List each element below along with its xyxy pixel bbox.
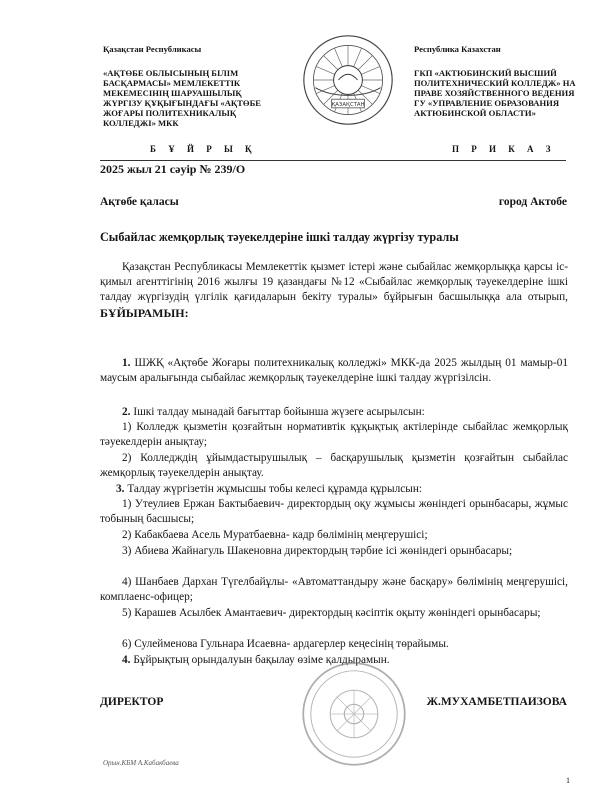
official-stamp-icon: [300, 660, 408, 768]
item-3-number: 3.: [116, 483, 125, 495]
item-2-text: Ішкі талдау мынадай бағыттар бойынша жүзеге асырылсын:: [133, 406, 425, 418]
order-number: 2025 жыл 21 сәуір № 239/О: [100, 162, 246, 176]
preamble-text: Қазақстан Республикасы Мемлекеттік қызмет істері және сыбайлас жемқорлыққа қарсы іс-қимыл агенттігінің 2016 жылғы 19 қазандағы №12 «Сыбайлас жемқорлық тәуекелдеріне ішкі талдау жүргізудің үлгілік қағидаларын бекіту туралы» бұйрығын басшылыққа ала отырып,: [100, 261, 568, 304]
preamble-paragraph: [100, 260, 568, 322]
item-4-number: 4.: [122, 654, 131, 666]
member-6: 6) Сулейменова Гульнара Исаевна- ардагерлер кеңесінің төрайымы.: [122, 638, 449, 650]
member-3: 3) Абиева Жайнагуль Шакеновна директордың тәрбие ісі жөніндегі орынбасары;: [122, 545, 513, 557]
city-kz: Ақтөбе қаласы: [100, 196, 179, 208]
header-left: [103, 44, 278, 128]
order-word-ru: П Р И К А З: [452, 144, 556, 154]
header-right-country: Республика Казахстан: [414, 44, 501, 54]
member-1: 1) Утеулиев Ержан Бактыбаевич- директордың оқу жұмысы жөніндегі орынбасары, жұмыс тобының басшысы;: [100, 498, 568, 526]
city-ru: город Актобе: [498, 196, 567, 208]
item-4-text: Бұйрықтың орындалуын бақылау өзіме қалдырамын.: [133, 654, 390, 666]
item-1: [100, 356, 568, 386]
member-4: 4) Шанбаев Дархан Түгелбайұлы- «Автоматтандыру және басқару» бөлімінің меңгерушісі, комплаенс-офицер;: [100, 576, 568, 604]
header-left-org: «АҚТӨБЕ ОБЛЫСЫНЫҢ БІЛІМ БАСҚАРМАСЫ» МЕМЛЕКЕТТІК МЕКЕМЕСІНІҢ ШАРУАШЫЛЫҚ ЖҮРГІЗУ ҚҰҚЫҒЫНДАҒЫ «АҚТӨБЕ ЖОҒАРЫ ПОЛИТЕХНИКАЛЫҚ КОЛЛЕДЖІ» МКК: [103, 68, 261, 128]
item-2: [100, 405, 568, 420]
executor-note: Орын.КБМ А.Кабакбаева: [103, 759, 179, 767]
item-3-text: Талдау жүргізетін жұмысшы тобы келесі құрамда құрылсын:: [127, 483, 423, 495]
item-1-text: ШЖҚ «Ақтөбе Жоғары политехникалық колледжі» МКК-да 2025 жылдың 01 мамыр-01 маусым аралығында сыбайлас жемқорлық тәуекелдеріне ішкі талдау жүргізілсін.: [100, 357, 568, 385]
member-5: 5) Карашев Асылбек Амантаевич- директордың кәсіптік оқыту жөніндегі орынбасары;: [122, 607, 541, 619]
document-title: Сыбайлас жемқорлық тәуекелдеріне ішкі талдау жүргізу туралы: [100, 230, 459, 244]
page-number: 1: [566, 776, 570, 785]
header-divider: [100, 160, 566, 161]
item-3: [100, 482, 568, 497]
signature-title: ДИРЕКТОР: [100, 696, 164, 708]
item-1-number: 1.: [122, 357, 131, 369]
header-left-country: Қазақстан Республикасы: [103, 44, 202, 54]
member-2: 2) Кабакбаева Асель Муратбаевна- кадр бөлімінің меңгерушісі;: [122, 529, 428, 541]
header-right-org: ГКП «АКТЮБИНСКИЙ ВЫСШИЙ ПОЛИТЕХНИЧЕСКИЙ КОЛЛЕДЖ» НА ПРАВЕ ХОЗЯЙСТВЕННОГО ВЕДЕНИЯ ГУ «УПРАВЛЕНИЕ ОБРАЗОВАНИЯ АКТЮБИНСКОЙ ОБЛАСТИ»: [414, 68, 576, 118]
item-2-1: 1) Колледж қызметін қозғайтын нормативтік құқықтық актілерінде сыбайлас жемқорлық тәуекелдерін анықтау;: [100, 421, 568, 449]
emblem-text: ҚАЗАҚСТАН: [331, 101, 365, 108]
item-2-number: 2.: [122, 406, 131, 418]
state-emblem-icon: [300, 32, 396, 128]
item-2-2: 2) Колледждің ұйымдастырушылық – басқарушылық қызметін қозғайтын сыбайлас жемқорлық тәуекелдерін анықтау.: [100, 452, 568, 480]
signature-name: Ж.МУХАМБЕТПАИЗОВА: [426, 696, 567, 708]
order-word-kz: Б Ұ Й Р Ы Қ: [150, 144, 257, 154]
header-right: [414, 44, 579, 118]
decree-word: БҰЙЫРАМЫН:: [100, 305, 189, 320]
